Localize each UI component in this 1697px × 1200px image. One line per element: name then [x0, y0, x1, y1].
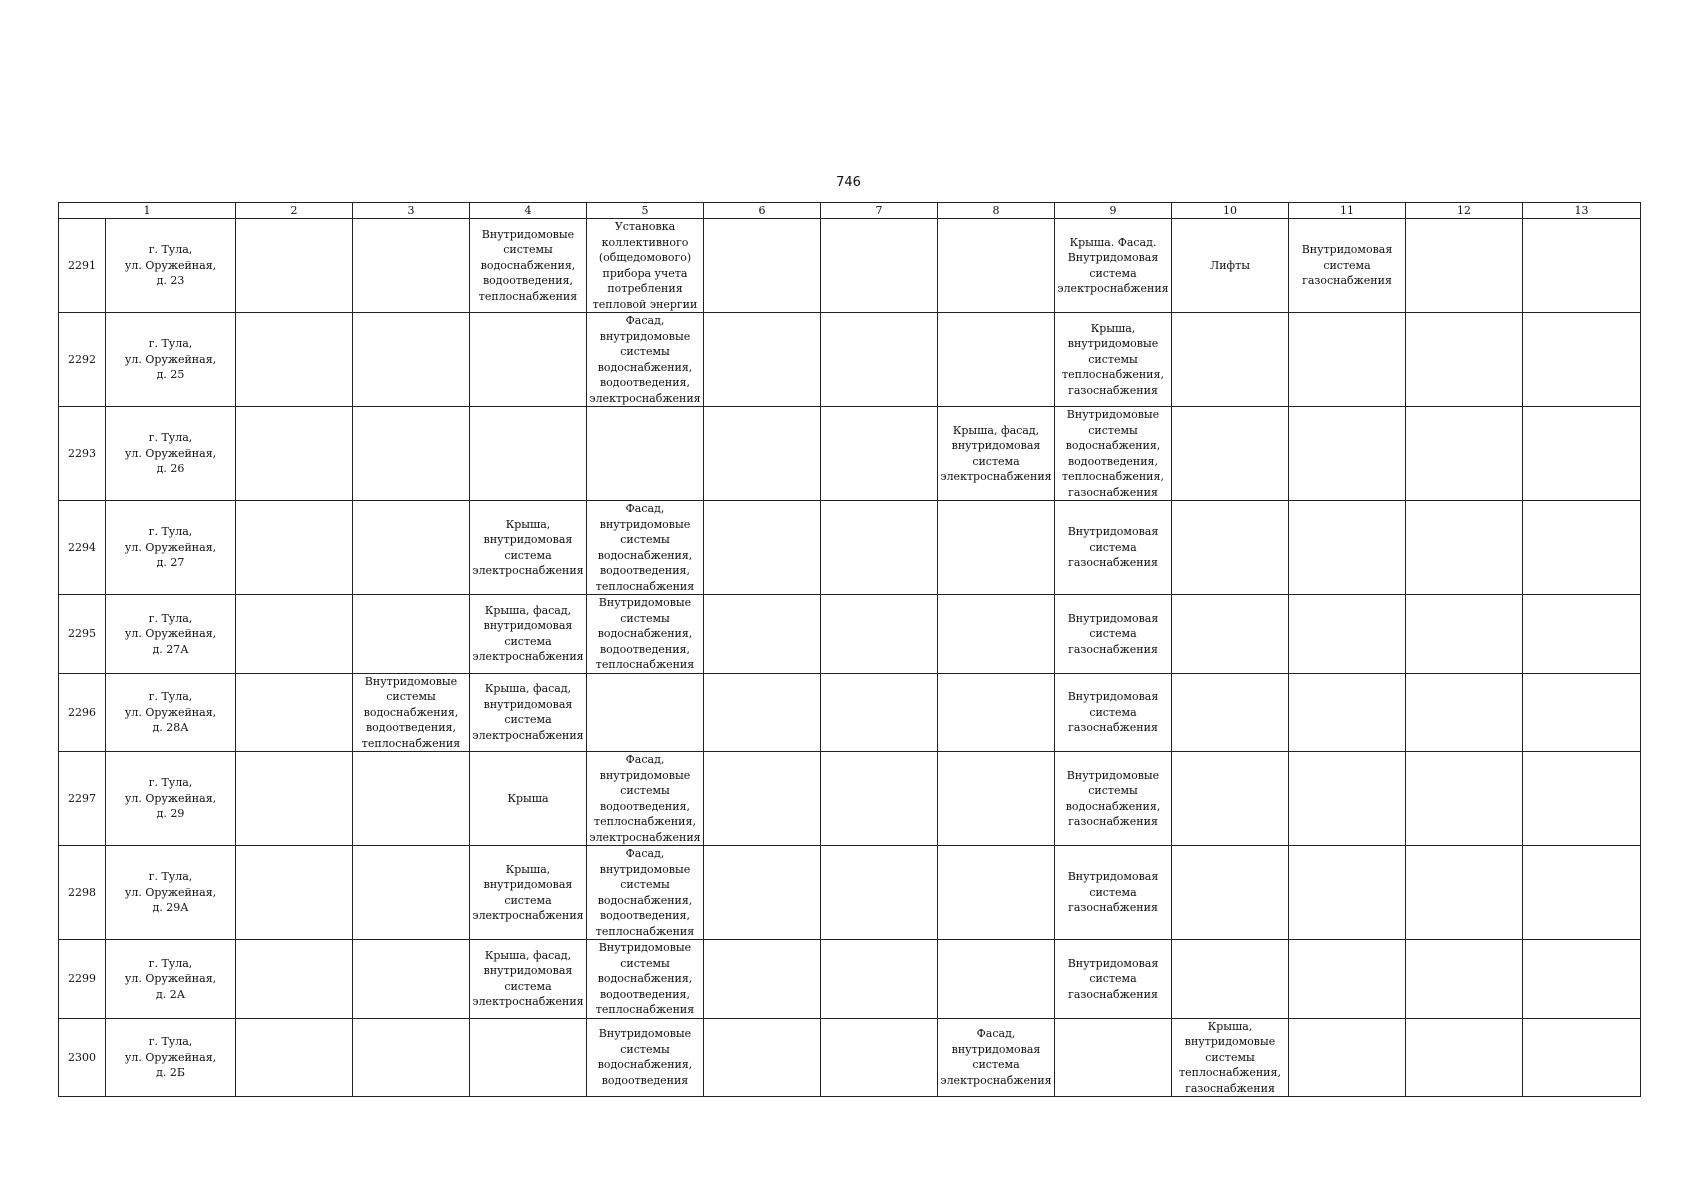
work-cell-col-3 [353, 1018, 470, 1097]
work-cell-text: Крыша, фасад, внутридомовая система электроснабжения [472, 948, 584, 1009]
work-cell-text: Крыша, фасад, внутридомовая система электроснабжения [472, 682, 584, 742]
address-line: ул. Оружейная, [124, 540, 217, 554]
work-cell-col-11 [1289, 752, 1406, 846]
work-cell-col-2 [236, 219, 353, 313]
work-cell-col-3 [353, 940, 470, 1019]
work-cell-col-3 [353, 846, 470, 940]
work-cell-col-13 [1523, 846, 1641, 940]
address-line: д. 29А [152, 901, 189, 915]
address-line: г. Тула, [148, 956, 193, 970]
table-row [59, 846, 1641, 940]
work-cell-col-12 [1406, 673, 1523, 752]
work-cell-col-12 [1406, 595, 1523, 674]
work-cell-col-5 [587, 313, 704, 407]
header-cell-13: 13 [1523, 203, 1641, 219]
work-cell-col-9 [1055, 595, 1172, 674]
work-cell-col-7 [821, 846, 938, 940]
address-cell [106, 313, 236, 407]
work-cell-col-3 [353, 673, 470, 752]
work-cell-col-5 [587, 673, 704, 752]
work-cell-text: Внутридомовые системы водоснабжения, водоотведения, теплоснабжения [361, 674, 461, 750]
table-row [59, 219, 1641, 313]
work-cell-col-7 [821, 940, 938, 1019]
address-line: ул. Оружейная, [124, 791, 217, 805]
work-cell-col-4 [470, 219, 587, 313]
work-cell-col-11 [1289, 595, 1406, 674]
work-cell-text: Фасад, внутридомовые системы водоснабжения, водоотведения, теплоснабжения [595, 847, 695, 938]
work-cell-col-2 [236, 846, 353, 940]
row-number-cell: 2294 [59, 501, 106, 595]
work-cell-col-11 [1289, 673, 1406, 752]
header-cell-8: 8 [938, 203, 1055, 219]
row-number-cell: 2299 [59, 940, 106, 1019]
work-cell-col-3 [353, 313, 470, 407]
column-number-header-row [59, 203, 1641, 219]
work-cell-col-8 [938, 595, 1055, 674]
address-line: ул. Оружейная, [124, 352, 217, 366]
work-cell-col-8 [938, 1018, 1055, 1097]
work-cell-col-4 [470, 940, 587, 1019]
work-cell-col-3 [353, 752, 470, 846]
work-cell-col-4 [470, 595, 587, 674]
work-cell-col-10 [1172, 595, 1289, 674]
row-number-cell: 2293 [59, 407, 106, 501]
work-cell-col-8 [938, 673, 1055, 752]
address-line: г. Тула, [148, 337, 193, 351]
work-cell-col-6 [704, 752, 821, 846]
address-line: д. 2Б [156, 1066, 185, 1079]
address-cell [106, 501, 236, 595]
work-cell-text: Фасад, внутридомовые системы водоснабжения, водоотведения, электроснабжения [589, 314, 701, 405]
work-cell-col-6 [704, 1018, 821, 1097]
work-cell-col-8 [938, 752, 1055, 846]
work-cell-col-6 [704, 219, 821, 313]
address-cell [106, 940, 236, 1019]
work-cell-col-10 [1172, 407, 1289, 501]
work-cell-col-7 [821, 501, 938, 595]
work-cell-col-2 [236, 407, 353, 501]
work-cell-col-10 [1172, 940, 1289, 1019]
work-cell-col-2 [236, 313, 353, 407]
work-cell-col-7 [821, 673, 938, 752]
work-cell-col-7 [821, 407, 938, 501]
work-cell-text: Внутридомовая система газоснабжения [1067, 956, 1159, 1001]
row-number-cell: 2300 [59, 1018, 106, 1097]
work-cell-col-7 [821, 1018, 938, 1097]
work-cell-col-12 [1406, 940, 1523, 1019]
work-cell-col-10 [1172, 219, 1289, 313]
work-cell-col-4 [470, 1018, 587, 1097]
work-cell-col-3 [353, 407, 470, 501]
work-cell-col-13 [1523, 673, 1641, 752]
work-cell-col-7 [821, 752, 938, 846]
table-row [59, 313, 1641, 407]
work-cell-text: Фасад, внутридомовые системы водоотведения, теплоснабжения, электроснабжения [589, 753, 701, 844]
header-cell-12: 12 [1406, 203, 1523, 219]
work-cell-col-9 [1055, 407, 1172, 501]
header-cell-2: 2 [236, 203, 353, 219]
work-cell-col-10 [1172, 846, 1289, 940]
work-cell-col-5 [587, 1018, 704, 1097]
address-line: д. 27 [156, 556, 185, 570]
work-cell-text: Внутридомовая система газоснабжения [1067, 611, 1159, 656]
header-cell-9: 9 [1055, 203, 1172, 219]
address-line: д. 29 [156, 807, 185, 821]
work-cell-text: Фасад, внутридомовые системы водоснабжения, водоотведения, теплоснабжения [595, 502, 695, 593]
work-cell-col-13 [1523, 407, 1641, 501]
work-cell-col-2 [236, 595, 353, 674]
address-line: ул. Оружейная, [124, 972, 217, 985]
work-cell-col-12 [1406, 219, 1523, 313]
work-cell-text: Внутридомовые системы водоснабжения, водоотведения, теплоснабжения [478, 227, 578, 303]
work-cell-text: Внутридомовые системы водоснабжения, водоотведения, теплоснабжения, газоснабжения [1062, 408, 1164, 499]
work-cell-col-6 [704, 673, 821, 752]
work-cell-text: Внутридомовые системы водоснабжения, водоотведения [597, 1027, 693, 1087]
work-cell-col-10 [1172, 673, 1289, 752]
address-line: ул. Оружейная, [124, 885, 217, 899]
work-cell-col-5 [587, 595, 704, 674]
address-line: г. Тула, [148, 611, 193, 625]
work-cell-text: Внутридомовая система газоснабжения [1301, 243, 1393, 288]
work-cell-text: Внутридомовая система газоснабжения [1067, 690, 1159, 734]
row-number-cell: 2296 [59, 673, 106, 752]
work-cell-col-5 [587, 407, 704, 501]
address-line: ул. Оружейная, [124, 446, 217, 460]
work-cell-col-11 [1289, 407, 1406, 501]
work-cell-col-10 [1172, 752, 1289, 846]
work-cell-col-5 [587, 940, 704, 1019]
address-cell [106, 752, 236, 846]
header-cell-6: 6 [704, 203, 821, 219]
work-cell-text: Внутридомовые системы водоснабжения, водоотведения, теплоснабжения [595, 941, 695, 1016]
work-cell-col-8 [938, 313, 1055, 407]
work-cell-col-13 [1523, 313, 1641, 407]
work-cell-col-3 [353, 501, 470, 595]
work-cell-col-9 [1055, 1018, 1172, 1097]
page-number: 746 [836, 175, 861, 190]
work-cell-col-6 [704, 595, 821, 674]
address-cell [106, 407, 236, 501]
row-number-cell: 2297 [59, 752, 106, 846]
work-cell-col-2 [236, 752, 353, 846]
address-line: ул. Оружейная, [124, 705, 217, 719]
work-cell-col-12 [1406, 501, 1523, 595]
work-cell-col-13 [1523, 595, 1641, 674]
address-line: д. 27А [152, 642, 189, 656]
work-cell-col-11 [1289, 846, 1406, 940]
work-cell-col-11 [1289, 940, 1406, 1019]
work-cell-col-10 [1172, 501, 1289, 595]
work-cell-text: Фасад, внутридомовая система электроснабжения [940, 1027, 1052, 1087]
work-cell-col-2 [236, 673, 353, 752]
address-line: д. 26 [156, 462, 185, 476]
work-cell-col-6 [704, 501, 821, 595]
table-row [59, 1018, 1641, 1097]
work-cell-col-13 [1523, 219, 1641, 313]
address-cell [106, 595, 236, 674]
work-cell-col-10 [1172, 313, 1289, 407]
work-cell-text: Установка коллективного (общедомового) прибора учета потребления тепловой энергии [592, 220, 698, 311]
address-line: ул. Оружейная, [124, 1050, 217, 1064]
work-cell-text: Крыша, фасад, внутридомовая система электроснабжения [472, 603, 584, 664]
work-cell-col-12 [1406, 846, 1523, 940]
work-cell-col-5 [587, 219, 704, 313]
address-cell [106, 1018, 236, 1097]
row-number-cell: 2298 [59, 846, 106, 940]
work-cell-col-4 [470, 501, 587, 595]
work-cell-col-9 [1055, 313, 1172, 407]
work-cell-col-7 [821, 595, 938, 674]
repair-schedule-table [58, 202, 1641, 1097]
work-cell-col-5 [587, 846, 704, 940]
table-row [59, 407, 1641, 501]
work-cell-col-9 [1055, 219, 1172, 313]
header-cell-7: 7 [821, 203, 938, 219]
table-row [59, 595, 1641, 674]
work-cell-col-6 [704, 407, 821, 501]
work-cell-col-2 [236, 940, 353, 1019]
work-cell-col-12 [1406, 407, 1523, 501]
address-line: ул. Оружейная, [124, 627, 217, 640]
work-cell-col-3 [353, 219, 470, 313]
work-cell-col-13 [1523, 501, 1641, 595]
work-cell-col-11 [1289, 501, 1406, 595]
row-number-cell: 2295 [59, 595, 106, 674]
work-cell-col-9 [1055, 673, 1172, 752]
work-cell-col-4 [470, 752, 587, 846]
work-cell-text: Лифты [1210, 258, 1250, 272]
work-cell-col-8 [938, 407, 1055, 501]
work-cell-text: Крыша, фасад, внутридомовая система электроснабжения [940, 423, 1052, 483]
row-number-cell: 2291 [59, 219, 106, 313]
work-cell-col-9 [1055, 501, 1172, 595]
work-cell-text: Внутридомовая система газоснабжения [1067, 870, 1159, 915]
work-cell-col-11 [1289, 219, 1406, 313]
address-line: д. 23 [156, 274, 185, 288]
address-line: г. Тула, [148, 243, 193, 257]
work-cell-col-9 [1055, 846, 1172, 940]
address-line: г. Тула, [148, 431, 193, 445]
work-cell-col-13 [1523, 940, 1641, 1019]
header-cell-10: 10 [1172, 203, 1289, 219]
work-cell-text: Внутридомовые системы водоснабжения, водоотведения, теплоснабжения [595, 596, 695, 671]
work-cell-text: Внутридомовая система газоснабжения [1067, 525, 1159, 570]
work-cell-col-7 [821, 219, 938, 313]
work-cell-col-13 [1523, 752, 1641, 846]
work-cell-text: Крыша, внутридомовые системы теплоснабжения, газоснабжения [1179, 1019, 1281, 1095]
header-cell-5: 5 [587, 203, 704, 219]
work-cell-text: Крыша, внутридомовая система электроснабжения [472, 862, 584, 922]
work-cell-col-10 [1172, 1018, 1289, 1097]
address-line: г. Тула, [148, 1035, 193, 1048]
work-cell-text: Крыша [507, 791, 549, 805]
work-cell-col-8 [938, 501, 1055, 595]
work-cell-text: Внутридомовые системы водоснабжения, газоснабжения [1065, 768, 1161, 828]
table-row [59, 940, 1641, 1019]
work-cell-col-5 [587, 501, 704, 595]
header-cell-11: 11 [1289, 203, 1406, 219]
work-cell-col-4 [470, 407, 587, 501]
work-cell-col-5 [587, 752, 704, 846]
work-cell-col-9 [1055, 940, 1172, 1019]
address-line: д. 28А [152, 721, 189, 734]
work-cell-col-8 [938, 940, 1055, 1019]
work-cell-text: Крыша, внутридомовые системы теплоснабжения, газоснабжения [1062, 321, 1164, 397]
work-cell-col-12 [1406, 1018, 1523, 1097]
work-cell-col-13 [1523, 1018, 1641, 1097]
work-cell-text: Крыша, внутридомовая система электроснабжения [472, 517, 584, 577]
row-number-cell: 2292 [59, 313, 106, 407]
work-cell-col-4 [470, 673, 587, 752]
work-cell-text: Крыша. Фасад. Внутридомовая система электроснабжения [1057, 235, 1169, 295]
work-cell-col-2 [236, 1018, 353, 1097]
work-cell-col-12 [1406, 313, 1523, 407]
work-cell-col-8 [938, 846, 1055, 940]
header-cell-4: 4 [470, 203, 587, 219]
work-cell-col-6 [704, 846, 821, 940]
address-line: г. Тула, [148, 870, 193, 884]
address-line: г. Тула, [148, 525, 193, 539]
work-cell-col-6 [704, 313, 821, 407]
work-cell-col-8 [938, 219, 1055, 313]
work-cell-col-11 [1289, 313, 1406, 407]
address-line: д. 25 [156, 368, 185, 382]
header-cell-1: 1 [59, 203, 236, 219]
work-cell-col-2 [236, 501, 353, 595]
address-cell [106, 673, 236, 752]
address-cell [106, 219, 236, 313]
work-cell-col-7 [821, 313, 938, 407]
work-cell-col-4 [470, 313, 587, 407]
address-line: г. Тула, [148, 690, 193, 703]
work-cell-col-3 [353, 595, 470, 674]
address-cell [106, 846, 236, 940]
table-row [59, 752, 1641, 846]
work-cell-col-9 [1055, 752, 1172, 846]
work-cell-col-12 [1406, 752, 1523, 846]
work-cell-col-6 [704, 940, 821, 1019]
table-row [59, 501, 1641, 595]
header-cell-3: 3 [353, 203, 470, 219]
address-line: г. Тула, [148, 776, 193, 790]
address-line: д. 2А [155, 987, 186, 1001]
work-cell-col-11 [1289, 1018, 1406, 1097]
address-line: ул. Оружейная, [124, 258, 217, 272]
work-cell-col-4 [470, 846, 587, 940]
table-row [59, 673, 1641, 752]
